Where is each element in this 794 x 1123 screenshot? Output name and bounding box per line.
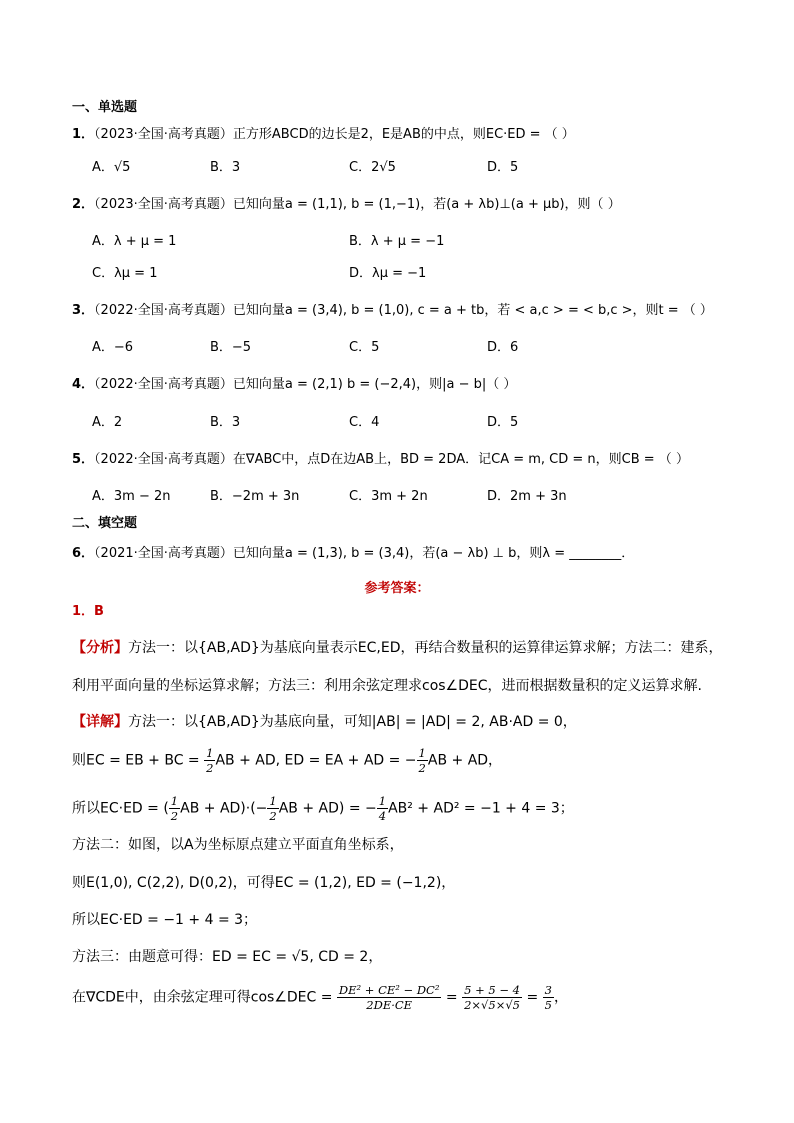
- detail-line-3-mid: AB + AD)·(−: [180, 800, 268, 817]
- question-source: （2023·全国·高考真题）: [94, 127, 233, 142]
- fraction-numerator: 1: [269, 794, 277, 808]
- question-stem: 已知向量a = (2,1) b = (−2,4)，则|a − b|（ ）: [232, 377, 517, 392]
- method3-line-1: 方法三：由题意可得：ED = EC = √5, CD = 2，: [72, 949, 383, 965]
- fraction-numerator: 1: [170, 794, 179, 808]
- fraction-cosine-result: [543, 983, 554, 1012]
- detail-tag: 【详解】: [72, 714, 128, 730]
- fraction-one-half: [267, 794, 278, 823]
- q3-option-d: D．6: [487, 340, 519, 355]
- question-2: [72, 193, 621, 212]
- fraction-numerator: 1: [418, 746, 426, 760]
- question-source: （2022·全国·高考真题）: [94, 452, 233, 467]
- q4-option-c: C．4: [349, 415, 380, 430]
- fraction-denominator: 2: [418, 761, 426, 775]
- method2-line-1: 方法二：如图，以A为坐标原点建立平面直角坐标系，: [72, 837, 404, 853]
- fraction-denominator: 5: [544, 998, 552, 1012]
- question-stem: 在∇ABC中，点D在边AB上，BD = 2DA．记CA = m, CD = n，则CB = （ ）: [232, 452, 689, 467]
- fraction-numerator: 3: [544, 983, 552, 997]
- section-heading-single-choice: 一、单选题: [72, 100, 138, 115]
- fraction-denominator: 4: [378, 809, 387, 823]
- fraction-denominator: 2DE·CE: [366, 998, 413, 1012]
- fraction-one-quarter: [377, 794, 388, 823]
- q2-option-b: B．λ + μ = −1: [349, 234, 445, 249]
- detail-line-2-prefix: 则EC = EB + BC =: [72, 752, 205, 769]
- fraction-denominator: 2: [170, 809, 179, 823]
- fraction-denominator: 2: [269, 809, 277, 823]
- question-stem: 已知向量a = (1,1), b = (1,−1)，若(a + λb)⊥(a + μb)，则（ ）: [232, 197, 621, 212]
- q4-option-d: D．5: [487, 415, 519, 430]
- question-number: 3．: [72, 303, 95, 318]
- q3-option-a: A．−6: [92, 340, 134, 355]
- q4-option-b: B．3: [210, 415, 241, 430]
- question-source: （2021·全国·高考真题）: [94, 546, 233, 561]
- q3-option-b: B．−5: [210, 340, 252, 355]
- analysis-text: 方法一：以{AB,AD}为基底向量表示EC,ED，再结合数量积的运算律运算求解；方法二：建系，: [128, 640, 723, 656]
- fraction-numerator: 1: [378, 794, 387, 808]
- q1-option-a: A．√5: [92, 160, 131, 175]
- method3-line-2-prefix: 在∇CDE中，由余弦定理可得cos∠DEC =: [72, 989, 337, 1006]
- fraction-numerator: 5 + 5 − 4: [462, 983, 522, 998]
- q5-option-a: A．3m − 2n: [92, 489, 171, 504]
- fraction-cosine-law: [337, 983, 442, 1012]
- answer-1-label: 1．B: [72, 604, 104, 619]
- fraction-numerator: 1: [206, 746, 214, 760]
- question-stem: 正方形ABCD的边长是2，E是AB的中点，则EC·ED = （ ）: [232, 127, 575, 142]
- q3-option-c: C．5: [349, 340, 380, 355]
- fraction-denominator: 2×√5×√5: [464, 998, 520, 1012]
- question-source: （2023·全国·高考真题）: [94, 197, 233, 212]
- q4-option-a: A．2: [92, 415, 123, 430]
- q2-option-c: C．λμ = 1: [92, 266, 158, 281]
- q5-option-b: B．−2m + 3n: [210, 489, 300, 504]
- fraction-numerator: DE² + CE² − DC²: [338, 983, 440, 997]
- question-6: [72, 542, 634, 561]
- question-4: [72, 373, 516, 392]
- method2-line-3: 所以EC·ED = −1 + 4 = 3；: [72, 912, 258, 928]
- fraction-one-half: [169, 794, 180, 823]
- detail-text: 方法一：以{AB,AD}为基底向量，可知|AB| = |AD| = 2, AB·AD = 0，: [128, 714, 577, 730]
- fraction-denominator: 2: [206, 761, 214, 775]
- question-stem: 已知向量a = (3,4), b = (1,0), c = a + tb，若 < a,c > = < b,c >，则t = （ ）: [232, 303, 713, 318]
- q2-option-a: A．λ + μ = 1: [92, 234, 177, 249]
- detail-line-2: [72, 746, 502, 775]
- question-number: 2．: [72, 197, 95, 212]
- detail-line-3: [72, 794, 574, 823]
- detail-line-2-suffix: AB + AD，: [427, 752, 503, 769]
- method2-line-2: 则E(1,0), C(2,2), D(0,2)，可得EC = (1,2), ED = (−1,2)，: [72, 875, 456, 891]
- q2-option-d: D．λμ = −1: [349, 266, 427, 281]
- detail-line-3-prefix: 所以EC·ED = (: [72, 800, 169, 817]
- detail-line-2-mid: AB + AD, ED = EA + AD = −: [215, 752, 417, 769]
- question-source: （2022·全国·高考真题）: [94, 303, 233, 318]
- q5-option-d: D．2m + 3n: [487, 489, 567, 504]
- detail-line-3-suffix: AB² + AD² = −1 + 4 = 3；: [388, 800, 574, 817]
- fraction-one-half: [204, 746, 215, 775]
- analysis-line-2: 利用平面向量的坐标运算求解；方法三：利用余弦定理求cos∠DEC，进而根据数量积的定义运算求解.: [72, 678, 702, 694]
- question-source: （2022·全国·高考真题）: [94, 377, 233, 392]
- question-3: [72, 299, 713, 318]
- answers-title: 参考答案：: [364, 581, 430, 596]
- q1-option-c: C．2√5: [349, 160, 396, 175]
- question-stem: 已知向量a = (1,3), b = (3,4)，若(a − λb) ⊥ b，则λ = ________．: [232, 546, 635, 561]
- detail-line-1: [72, 711, 577, 731]
- question-5: [72, 448, 689, 467]
- question-1: [72, 123, 575, 142]
- question-number: 4．: [72, 377, 95, 392]
- question-number: 5．: [72, 452, 95, 467]
- question-number: 6．: [72, 546, 95, 561]
- fraction-one-half: [417, 746, 428, 775]
- q1-option-b: B．3: [210, 160, 241, 175]
- q1-option-d: D．5: [487, 160, 519, 175]
- fraction-cosine-value: [462, 983, 522, 1012]
- question-number: 1．: [72, 127, 95, 142]
- detail-line-3-mid: AB + AD) = −: [278, 800, 377, 817]
- q5-option-c: C．3m + 2n: [349, 489, 428, 504]
- analysis-tag: 【分析】: [72, 640, 128, 656]
- section-heading-fill-blank: 二、填空题: [72, 516, 138, 531]
- analysis-line-1: [72, 637, 723, 657]
- method3-line-2: 在∇CDE中，由余弦定理可得cos∠DEC = $\frac{\text{DE² + CE² − DC²}}{2DE\cdot CE}$ = $\frac{5 + 5 - 4}{2\times√5\times√5}$ = $\frac{3}{5}$ ，: [72, 983, 568, 1012]
